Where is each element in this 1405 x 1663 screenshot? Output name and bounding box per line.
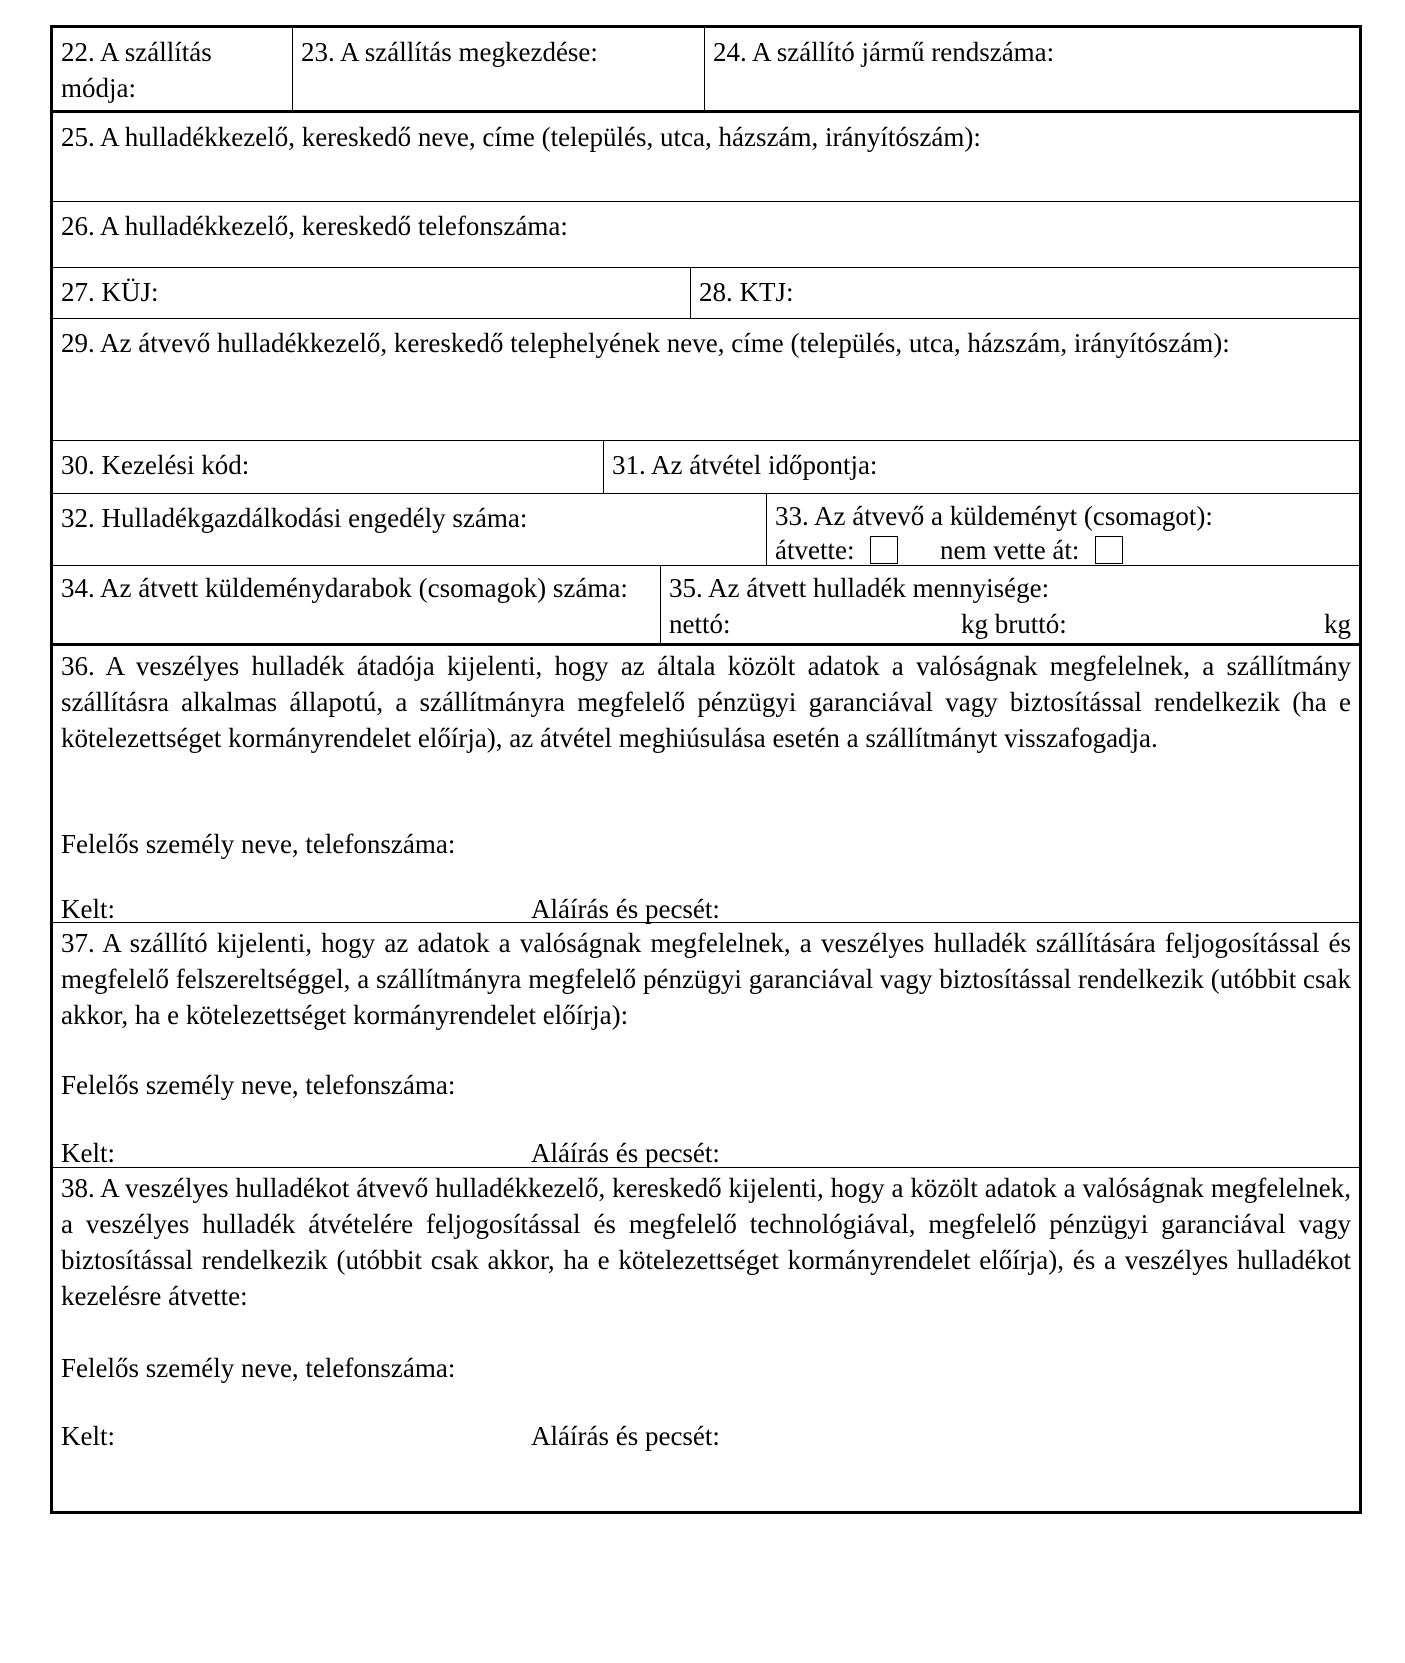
field-35-quantity (661, 566, 1359, 643)
field-32-permit-number[interactable] (53, 494, 767, 565)
field-30-treatment-code[interactable] (53, 441, 604, 493)
declaration-36-sender (53, 646, 1359, 923)
signature-stamp-37[interactable]: Aláírás és pecsét: (531, 1138, 720, 1168)
field-24-label: 24. A szállító jármű rendszáma: (713, 37, 1055, 67)
option-not-received-label: nem vette át: (939, 535, 1080, 565)
field-35-units (669, 606, 1351, 642)
field-22-transport-mode[interactable] (53, 28, 293, 110)
signature-stamp-38[interactable]: Aláírás és pecsét: (531, 1421, 720, 1451)
field-29-site-name-address[interactable] (53, 319, 1359, 441)
row-22-24 (53, 28, 1359, 113)
responsible-person-36[interactable]: Felelős személy neve, telefonszáma: (61, 829, 456, 859)
field-29-label: 29. Az átvevő hulladékkezelő, kereskedő telephelyének neve, címe (település, utca, házszám, irányítószám): (61, 328, 1230, 358)
field-28-ktj[interactable] (691, 268, 1359, 318)
kg-unit-label: kg (1324, 609, 1351, 639)
field-35-label: 35. Az átvett hulladék mennyisége: (669, 573, 1050, 603)
declaration-38-receiver (53, 1168, 1359, 1511)
responsible-person-37[interactable]: Felelős személy neve, telefonszáma: (61, 1070, 456, 1100)
field-26-label: 26. A hulladékkezelő, kereskedő telefonszáma: (61, 211, 568, 241)
responsible-person-38[interactable]: Felelős személy neve, telefonszáma: (61, 1353, 456, 1383)
declaration-36-text: 36. A veszélyes hulladék átadója kijelenti, hogy az általa közölt adatok a valóságnak megfelelnek, a szállítmány szállításra alkalmas állapotú, a szállítmányra megfelelő pénzügyi garanciával vagy biztosítással rendelkezik (ha e kötelezettséget kormányrendelet előírja), az átvétel meghiúsulása esetén a szállítmányt visszafogadja. (61, 651, 1351, 753)
field-26-handler-phone[interactable] (53, 202, 1359, 268)
field-33-options (775, 534, 1351, 566)
field-34-label: 34. Az átvett küldeménydarabok (csomagok) száma: (61, 573, 628, 603)
field-23-label: 23. A szállítás megkezdése: (301, 37, 598, 67)
field-27-label: 27. KÜJ: (61, 277, 159, 307)
field-30-label: 30. Kezelési kód: (61, 450, 250, 480)
field-24-vehicle-plate[interactable] (705, 28, 1359, 110)
field-25-label: 25. A hulladékkezelő, kereskedő neve, címe (település, utca, házszám, irányítószám): (61, 122, 981, 152)
field-34-package-count[interactable] (53, 566, 661, 643)
kg-gross-label[interactable]: kg bruttó: (961, 609, 1067, 639)
date-37[interactable]: Kelt: (61, 1138, 115, 1168)
field-31-label: 31. Az átvétel időpontja: (612, 450, 878, 480)
field-32-label: 32. Hulladékgazdálkodási engedély száma: (61, 503, 528, 533)
row-34-35 (53, 566, 1359, 646)
declaration-38-text: 38. A veszélyes hulladékot átvevő hulladékkezelő, kereskedő kijelenti, hogy a közölt adatok a valóságnak megfelelnek, a veszélyes hulladék átvételére feljogosítással és megfelelő technológiával, megfelelő pénzügyi garanciával vagy biztosítással rendelkezik (utóbbit csak akkor, ha e kötelezettséget kormányrendelet előírja), és a veszélyes hulladékot kezelésre átvette: (61, 1173, 1351, 1311)
field-22-label: 22. A szállítás módja: (61, 37, 212, 103)
signature-stamp-36[interactable]: Aláírás és pecsét: (531, 894, 720, 924)
declaration-37-text: 37. A szállító kijelenti, hogy az adatok a valóságnak megfelelnek, a veszélyes hulladék szállítására feljogosítással és megfelelő felszereltséggel, a szállítmányra megfelelő pénzügyi garanciával vagy biztosítással rendelkezik (utóbbit csak akkor, ha e kötelezettséget kormányrendelet előírja): (61, 928, 1351, 1030)
date-36[interactable]: Kelt: (61, 894, 115, 924)
row-27-28 (53, 268, 1359, 319)
net-label[interactable]: nettó: (669, 609, 731, 639)
not-received-checkbox[interactable] (1095, 536, 1123, 564)
field-33-label: 33. Az átvevő a küldeményt (csomagot): (775, 501, 1213, 531)
field-27-kuj[interactable] (53, 268, 691, 318)
field-25-handler-name-address[interactable] (53, 113, 1359, 202)
declaration-37-carrier (53, 923, 1359, 1168)
field-23-transport-start[interactable] (293, 28, 705, 110)
field-31-receipt-time[interactable] (604, 441, 1359, 493)
waste-transport-form (50, 25, 1362, 1514)
row-32-33 (53, 494, 1359, 566)
received-checkbox[interactable] (870, 536, 898, 564)
option-received-label: átvette: (775, 535, 855, 565)
field-33-receipt-status (767, 494, 1359, 565)
field-28-label: 28. KTJ: (699, 277, 794, 307)
row-30-31 (53, 441, 1359, 494)
date-38[interactable]: Kelt: (61, 1421, 115, 1451)
